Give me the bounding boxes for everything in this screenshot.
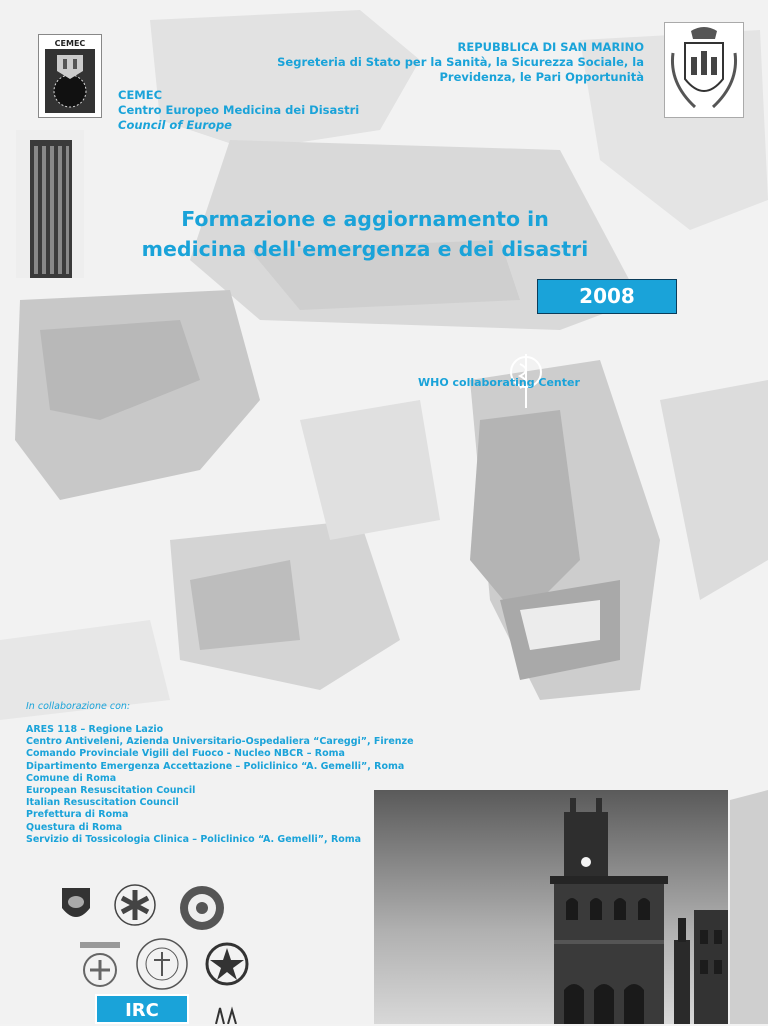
main-title: [60, 204, 670, 264]
collaboration-heading: In collaborazione con:: [26, 701, 131, 712]
partner-item: Comando Provinciale Vigili del Fuoco - Nucleo NBCR – Roma: [26, 748, 345, 760]
title-line-1: Formazione e aggiornamento in: [181, 207, 549, 231]
partner-item: Centro Antiveleni, Azienda Universitario-Ospedaliera “Careggi”, Firenze: [26, 736, 414, 748]
partner-item: European Resuscitation Council: [26, 785, 196, 797]
cemec-logo-text: CEMEC: [54, 39, 86, 48]
partner-item: Servizio di Tossicologia Clinica – Policlinico “A. Gemelli”, Roma: [26, 833, 362, 845]
secretariat-line-1: Segreteria di Stato per la Sanità, la Sicurezza Sociale, la: [277, 55, 644, 69]
partner-shield-logo: [56, 884, 96, 928]
san-marino-crest: [664, 22, 744, 118]
irc-logo: IRC: [95, 994, 189, 1024]
partner-item: Comune di Roma: [26, 772, 117, 784]
cemec-name: CEMEC: [118, 88, 163, 102]
partner-logo-partial: [212, 1004, 240, 1024]
partner-item: Italian Resuscitation Council: [26, 797, 179, 809]
header-institution: [224, 40, 644, 85]
council-of-europe: Council of Europe: [118, 118, 232, 132]
partner-item: Questura di Roma: [26, 821, 123, 833]
title-line-2: medicina dell'emergenza e dei disastri: [141, 237, 589, 261]
year-badge: 2008: [537, 279, 677, 314]
partner-list: [26, 724, 414, 846]
universita-cattolica-logo: [134, 936, 190, 992]
cemec-info: [118, 88, 359, 133]
partner-item: Dipartimento Emergenza Accettazione – Policlinico “A. Gemelli”, Roma: [26, 760, 405, 772]
careggi-logo: [76, 938, 124, 990]
partner-item: ARES 118 – Regione Lazio: [26, 724, 164, 735]
secretariat-line-2: Previdenza, le Pari Opportunità: [439, 70, 644, 84]
palazzo-pubblico-photo: [374, 790, 728, 1024]
cemec-full-name: Centro Europeo Medicina dei Disastri: [118, 103, 360, 117]
who-collaborating-center: WHO collaborating Center: [418, 376, 580, 389]
cemec-logo: [38, 34, 102, 118]
italian-republic-emblem: [202, 938, 252, 990]
partner-item: Prefettura di Roma: [26, 809, 129, 821]
police-emblem-logo: [178, 884, 226, 932]
ares-118-logo: [112, 882, 158, 928]
republic-name: REPUBBLICA DI SAN MARINO: [457, 40, 644, 54]
